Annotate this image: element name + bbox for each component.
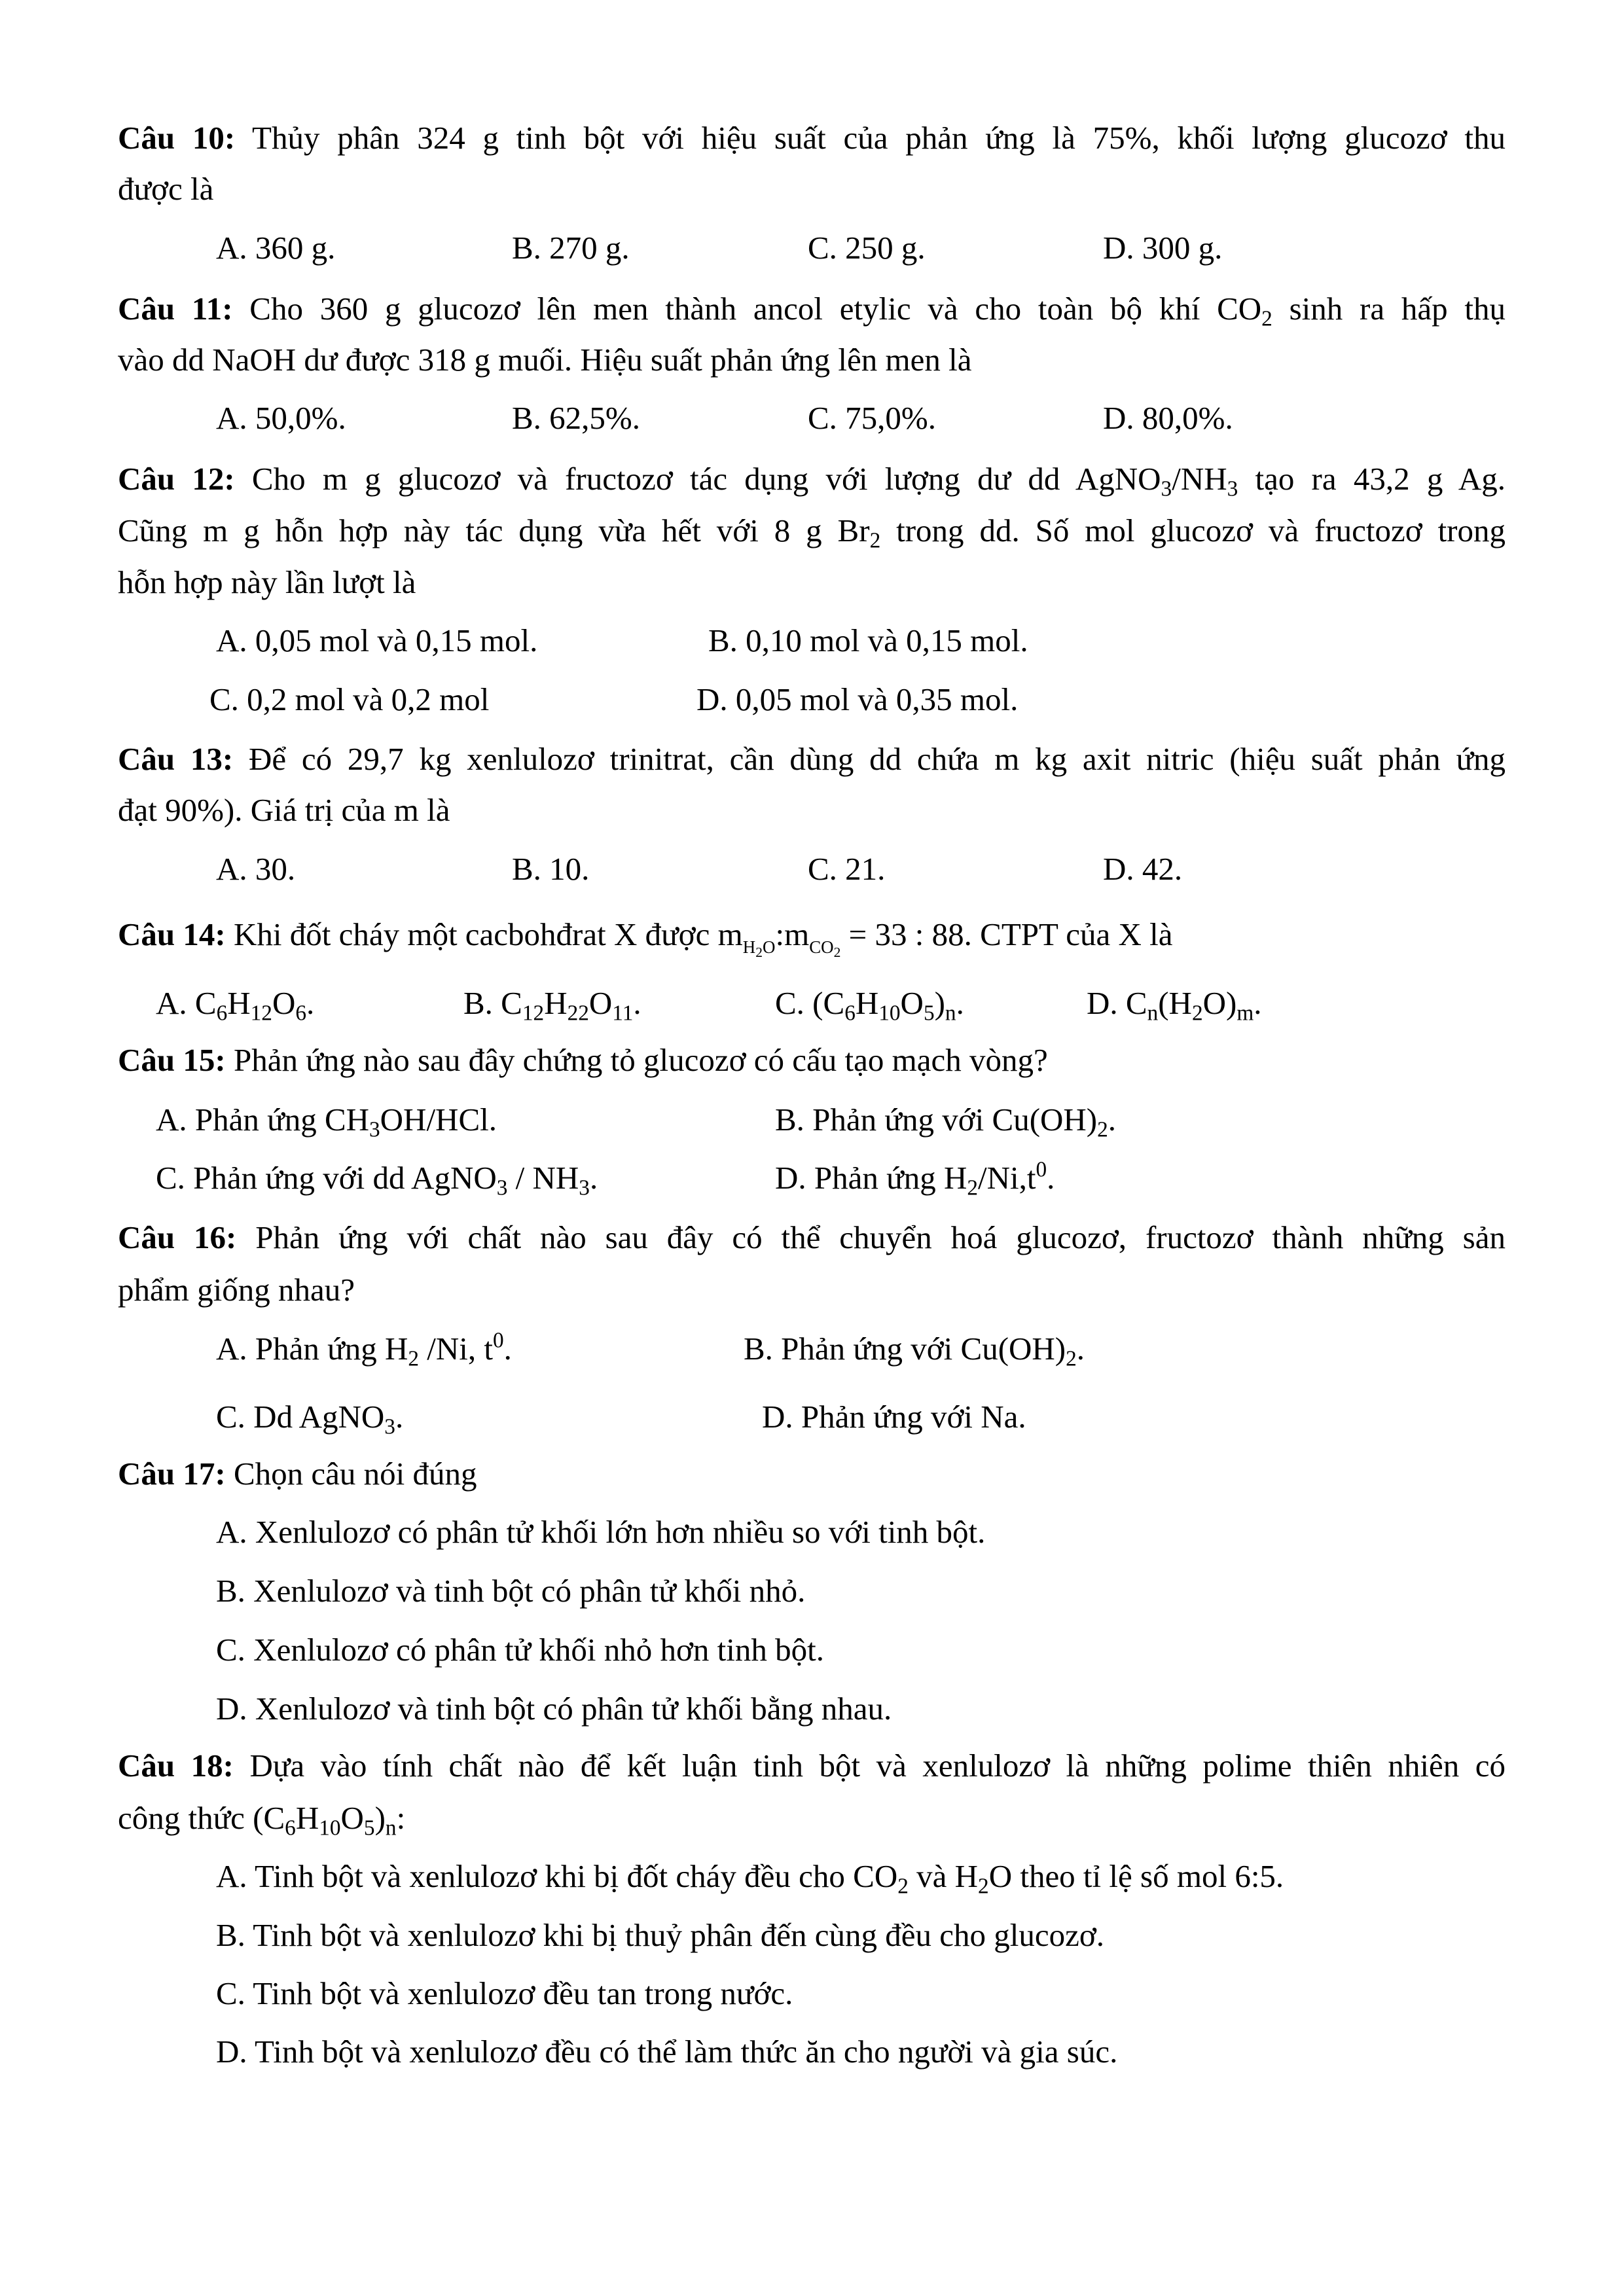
question-number: Câu 13:: [118, 741, 234, 777]
option-d: D. 0,05 mol và 0,35 mol.: [696, 681, 1019, 717]
option-b: B. 10.: [512, 851, 590, 887]
option-c: C. 0,2 mol và 0,2 mol: [209, 681, 490, 717]
option-b: B. Phản ứng với $Cu(OH)_2$.: [775, 1102, 1117, 1142]
option-c: C. 75,0%.: [808, 400, 936, 436]
option-c: C. 250 g.: [808, 230, 926, 266]
option-b: B. Tinh bột và xenlulozơ khi bị thuỷ phân đến cùng đều cho glucozơ.: [216, 1917, 1104, 1953]
option-c: C. Phản ứng với dd AgNO$_3$ / $NH_3$.: [156, 1160, 598, 1200]
question-10-line-1: Câu 10: Thủy phân 324 g tinh bột với hiệu suất của phản ứng là 75%, khối lượng glucozơ thu: [118, 120, 1506, 156]
question-11-line-1: Câu 11: Cho 360 g glucozơ lên men thành ancol etylic và cho toàn bộ khí $CO_2$ sinh ra hấp thụ: [118, 291, 1506, 331]
question-13-line-1: Câu 13: Để có 29,7 kg xenlulozơ trinitrat, cần dùng dd chứa m kg axit nitric (hiệu suất phản ứng: [118, 741, 1506, 777]
option-c: C. Xenlulozơ có phân tử khối nhỏ hơn tinh bột.: [216, 1632, 824, 1668]
question-number: Câu 12:: [118, 461, 235, 497]
question-number: Câu 17:: [118, 1456, 226, 1492]
question-16-line-1: Câu 16: Phản ứng với chất nào sau đây có thể chuyển hoá glucozơ, fructozơ thành những sản: [118, 1219, 1506, 1255]
question-13-line-2: đạt 90%). Giá trị của m là: [118, 792, 450, 828]
option-b: B. 0,10 mol và 0,15 mol.: [708, 622, 1028, 658]
option-d: D. Xenlulozơ và tinh bột có phân tử khối bằng nhau.: [216, 1691, 892, 1727]
option-d: D. Phản ứng với Na.: [762, 1399, 1026, 1435]
option-c: C. Tinh bột và xenlulozơ đều tan trong nước.: [216, 1975, 793, 2011]
option-a: A. 50,0%.: [216, 400, 346, 436]
mass-ratio-formula: $m_{H_2O}:m_{CO_2}$: [717, 916, 841, 961]
option-c: C. $(C_6H_{10}O_5)_n$.: [775, 985, 964, 1026]
question-18-line-2: công thức $(C_6H_{10}O_5)_n$:: [118, 1800, 406, 1840]
question-15-line-1: Câu 15: Phản ứng nào sau đây chứng tỏ glucozơ có cấu tạo mạch vòng?: [118, 1042, 1048, 1078]
option-a: A. $C_6H_{12}O_6$.: [156, 985, 315, 1026]
question-11-line-2: vào dd NaOH dư được 318 g muối. Hiệu suất phản ứng lên men là: [118, 342, 972, 378]
option-a: A. 360 g.: [216, 230, 336, 266]
option-d: D. Tinh bột và xenlulozơ đều có thể làm thức ăn cho người và gia súc.: [216, 2034, 1118, 2070]
question-number: Câu 16:: [118, 1219, 237, 1255]
question-17-line-1: Câu 17: Chọn câu nói đúng: [118, 1456, 477, 1492]
question-number: Câu 18:: [118, 1748, 234, 1784]
option-b: B. $C_{12}H_{22}O_{11}$.: [463, 985, 641, 1026]
option-a: A. 30.: [216, 851, 296, 887]
question-number: Câu 14:: [118, 916, 226, 952]
option-b: B. 270 g.: [512, 230, 630, 266]
option-d: D. 80,0%.: [1103, 400, 1233, 436]
option-a: A. Phản ứng $H_2$ /Ni, $t^0$.: [216, 1328, 512, 1371]
option-b: B. Phản ứng với $Cu(OH)_2$.: [744, 1331, 1085, 1371]
option-b: B. 62,5%.: [512, 400, 640, 436]
question-number: Câu 15:: [118, 1042, 226, 1078]
option-b: B. Xenlulozơ và tinh bột có phân tử khối nhỏ.: [216, 1573, 806, 1609]
option-c: C. Dd AgNO$_3$.: [216, 1399, 404, 1439]
option-a: A. 0,05 mol và 0,15 mol.: [216, 622, 538, 658]
question-18-line-1: Câu 18: Dựa vào tính chất nào để kết luận tinh bột và xenlulozơ là những polime thiên nhiên có: [118, 1748, 1506, 1784]
question-16-line-2: phẩm giống nhau?: [118, 1272, 355, 1308]
option-a: A. Tinh bột và xenlulozơ khi bị đốt cháy đều cho $CO_2$ và $H_2O$ theo tỉ lệ số mol 6:5.: [216, 1858, 1284, 1899]
option-d: D. 42.: [1103, 851, 1183, 887]
question-12-line-3: hỗn hợp này lần lượt là: [118, 564, 416, 600]
option-a: A. Xenlulozơ có phân tử khối lớn hơn nhiều so với tinh bột.: [216, 1514, 986, 1550]
option-c: C. 21.: [808, 851, 886, 887]
question-number: Câu 10:: [118, 120, 236, 156]
question-14-line-1: Câu 14: Khi đốt cháy một cacbohđrat X được $m_{H_2O}:m_{CO_2} = 33$ : 88. CTPT của X là: [118, 916, 1173, 961]
question-12-line-1: Câu 12: Cho m g glucozơ và fructozơ tác dụng với lượng dư dd $AgNO_3/NH_3$ tạo ra 43,2 g Ag.: [118, 461, 1506, 501]
question-10-line-2: được là: [118, 171, 214, 207]
question-number: Câu 11:: [118, 291, 233, 327]
option-a: A. Phản ứng $CH_3OH$/HCl.: [156, 1102, 497, 1142]
question-12-line-2: Cũng m g hỗn hợp này tác dụng vừa hết với 8 g $Br_2$ trong dd. Số mol glucozơ và fructozơ trong: [118, 512, 1506, 553]
option-d: D. $C_n(H_2O)_m$.: [1087, 985, 1262, 1026]
option-d: D. 300 g.: [1103, 230, 1223, 266]
option-d: D. Phản ứng $H_2/Ni,t^0$.: [775, 1157, 1055, 1200]
